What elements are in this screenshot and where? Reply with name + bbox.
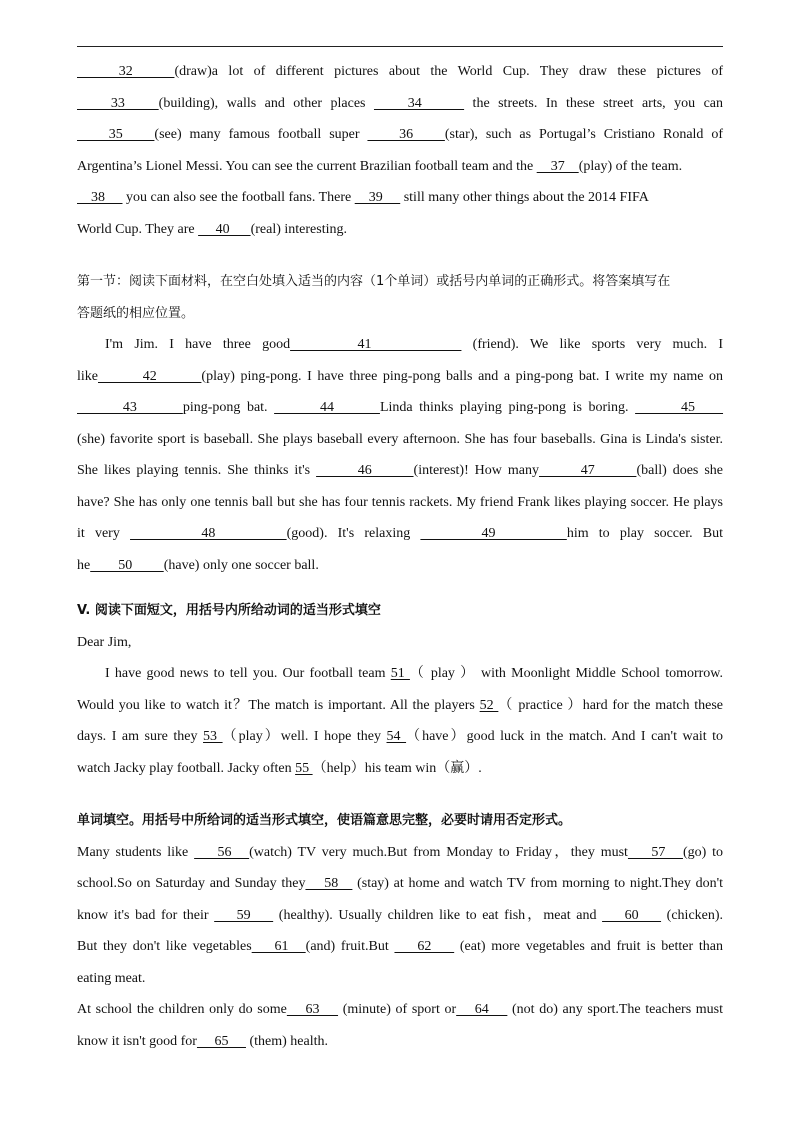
section1-line xyxy=(77,550,723,582)
letter-greeting: Dear Jim, xyxy=(77,634,132,650)
line-text: (chicken). xyxy=(661,907,724,923)
section1-line xyxy=(77,329,723,361)
blank-34[interactable]: 34 xyxy=(373,95,465,111)
section1-line xyxy=(77,518,723,550)
line-text: (see) many famous football super xyxy=(154,127,368,142)
line-text: (and) fruit.But xyxy=(305,939,395,954)
line-text: (eat) more vegetables and fruit is better than xyxy=(454,939,723,954)
line-text: eating meat. xyxy=(77,970,146,986)
blank-52[interactable]: 52 xyxy=(479,697,499,713)
blank-63[interactable]: 63 xyxy=(286,1002,339,1017)
spacer xyxy=(77,784,723,805)
blank-61[interactable]: 61 xyxy=(251,939,306,954)
blank-44[interactable]: 44 xyxy=(274,400,380,415)
passage1-line xyxy=(77,214,723,246)
line-text: （play）well. I hope they xyxy=(222,729,387,744)
line-text: （ play ） with Moonlight Middle School tomorrow. xyxy=(409,666,724,681)
blank-42[interactable]: 42 xyxy=(98,368,202,384)
section6-line xyxy=(77,963,723,995)
line-text: (play) ping-pong. I have three ping-pong balls and a ping-pong bat. I write my name on xyxy=(201,368,724,384)
section6-line xyxy=(77,1026,723,1058)
line-text: (not do) any sport.The teachers must xyxy=(507,1002,724,1017)
section1-line xyxy=(77,455,723,487)
blank-65[interactable]: 65 xyxy=(196,1033,246,1049)
blank-38[interactable]: 38 xyxy=(77,190,123,205)
line-text: the streets. In these street arts, you can xyxy=(464,95,724,111)
section6-heading: 单词填空。用括号中所给词的适当形式填空，使语篇意思完整，必要时请用否定形式。 xyxy=(77,813,572,828)
line-text: （help）his team win（赢）. xyxy=(312,760,482,776)
line-text: days. I am sure they xyxy=(77,729,204,744)
line-text: （ practice ）hard for the match these xyxy=(498,697,724,713)
line-text: (good). It's relaxing xyxy=(286,526,421,541)
section1-line xyxy=(77,392,723,424)
blank-46[interactable]: 46 xyxy=(316,463,414,478)
line-text: (have) only one soccer ball. xyxy=(163,557,319,573)
line-text: (play) of the team. xyxy=(578,158,683,174)
passage1-line xyxy=(77,56,723,88)
line-text: (minute) of sport or xyxy=(338,1002,457,1017)
line-text: ping-pong bat. xyxy=(182,400,275,415)
section5-line xyxy=(77,753,723,785)
blank-43[interactable]: 43 xyxy=(77,400,183,415)
blank-40[interactable]: 40 xyxy=(198,221,251,237)
line-text: (ball) does she xyxy=(636,463,724,478)
line-text: Would you like to watch it？The match is important. All the players xyxy=(77,697,480,713)
line-text: (healthy). Usually children like to eat fish，meat and xyxy=(273,907,603,923)
section5-line xyxy=(77,721,723,753)
section1-line xyxy=(77,424,723,456)
worksheet-page xyxy=(77,56,723,1057)
blank-54[interactable]: 54 xyxy=(386,729,407,744)
section1-instruction: 答题纸的相应位置。 xyxy=(77,305,195,321)
spacer xyxy=(77,245,723,266)
line-text: She likes playing tennis. She thinks it's xyxy=(77,463,317,478)
top-rule xyxy=(77,46,723,47)
line-text: have? She has only one tennis ball but she has four tennis rackets. My friend Frank likes playing soccer. He plays xyxy=(77,494,723,510)
blank-37[interactable]: 37 xyxy=(536,158,579,174)
line-text: Many students like xyxy=(77,844,195,860)
section5-line xyxy=(77,658,723,690)
blank-64[interactable]: 64 xyxy=(456,1002,508,1017)
blank-51[interactable]: 51 xyxy=(390,666,410,681)
blank-60[interactable]: 60 xyxy=(602,907,662,923)
spacer xyxy=(77,581,723,595)
line-text: (building), walls and other places xyxy=(158,95,374,111)
section1-line xyxy=(77,361,723,393)
line-text: (friend). We like sports very much. I xyxy=(461,337,724,352)
line-text: World Cup. They are xyxy=(77,221,199,237)
line-text: (watch) TV very much.But from Monday to Friday，they must xyxy=(249,844,628,860)
section6-line xyxy=(77,837,723,869)
line-text: (star), such as Portugal’s Cristiano Ronald of xyxy=(444,127,724,142)
blank-39[interactable]: 39 xyxy=(354,190,401,205)
line-text: him to play soccer. But xyxy=(566,526,724,541)
section6-line xyxy=(77,931,723,963)
line-text: At school the children only do some xyxy=(77,1002,287,1017)
blank-41[interactable]: 41 xyxy=(290,337,462,352)
line-text: (them) health. xyxy=(245,1033,328,1049)
blank-49[interactable]: 49 xyxy=(420,526,567,541)
blank-53[interactable]: 53 xyxy=(203,729,223,744)
passage1-line xyxy=(77,88,723,120)
section6-line xyxy=(77,868,723,900)
blank-50[interactable]: 50 xyxy=(90,557,164,573)
blank-55[interactable]: 55 xyxy=(295,760,313,776)
passage1-line xyxy=(77,151,723,183)
section1-line xyxy=(77,487,723,519)
line-text: watch Jacky play football. Jacky often xyxy=(77,760,296,776)
blank-62[interactable]: 62 xyxy=(394,939,455,954)
line-text: know it isn't good for xyxy=(77,1033,197,1049)
line-text: (real) interesting. xyxy=(250,221,347,237)
line-text: school.So on Saturday and Sunday they xyxy=(77,876,306,891)
section6-line xyxy=(77,994,723,1026)
blank-56[interactable]: 56 xyxy=(194,844,250,860)
line-text: still many other things about the 2014 FIFA xyxy=(400,190,649,205)
section5-heading: V. 阅读下面短文，用括号内所给动词的适当形式填空 xyxy=(77,603,381,618)
passage1-line xyxy=(77,182,723,214)
blank-33[interactable]: 33 xyxy=(77,95,159,111)
line-text: Linda thinks playing ping-pong is boring. xyxy=(379,400,636,415)
blank-45[interactable]: 45 xyxy=(635,400,724,415)
line-text: （have）good luck in the match. And I can't wait to xyxy=(406,729,724,744)
line-text: But they don't like vegetables xyxy=(77,939,252,954)
line-text: I'm Jim. I have three good xyxy=(105,337,291,352)
blank-47[interactable]: 47 xyxy=(538,463,637,478)
line-text: (draw)a lot of different pictures about the World Cup. They draw these pictures of xyxy=(174,64,724,79)
blank-58[interactable]: 58 xyxy=(305,876,353,891)
line-text: (she) favorite sport is baseball. She plays baseball every afternoon. She has four baseballs. Gina is Linda's sister. xyxy=(77,431,723,447)
line-text: know it's bad for their xyxy=(77,907,215,923)
line-text: he xyxy=(77,557,91,573)
line-text: you can also see the football fans. There xyxy=(122,190,355,205)
blank-32[interactable]: 32 xyxy=(77,64,175,79)
line-text: (interest)! How many xyxy=(413,463,539,478)
passage1-line xyxy=(77,119,723,151)
blank-59[interactable]: 59 xyxy=(214,907,274,923)
section1-instruction: 第一节：阅读下面材料，在空白处填入适当的内容（1个单词）或括号内单词的正确形式。将答案填写在 xyxy=(77,274,671,289)
blank-57[interactable]: 57 xyxy=(627,844,683,860)
section5-line xyxy=(77,690,723,722)
line-text: (go) to xyxy=(682,844,724,860)
line-text: like xyxy=(77,368,98,384)
line-text: it very xyxy=(77,526,131,541)
blank-36[interactable]: 36 xyxy=(367,127,445,142)
blank-48[interactable]: 48 xyxy=(130,526,287,541)
line-text: Argentina’s Lionel Messi. You can see the current Brazilian football team and the xyxy=(77,158,537,174)
blank-35[interactable]: 35 xyxy=(77,127,155,142)
line-text: (stay) at home and watch TV from morning to night.They don't xyxy=(352,876,724,891)
section6-line xyxy=(77,900,723,932)
line-text: I have good news to tell you. Our football team xyxy=(105,666,391,681)
